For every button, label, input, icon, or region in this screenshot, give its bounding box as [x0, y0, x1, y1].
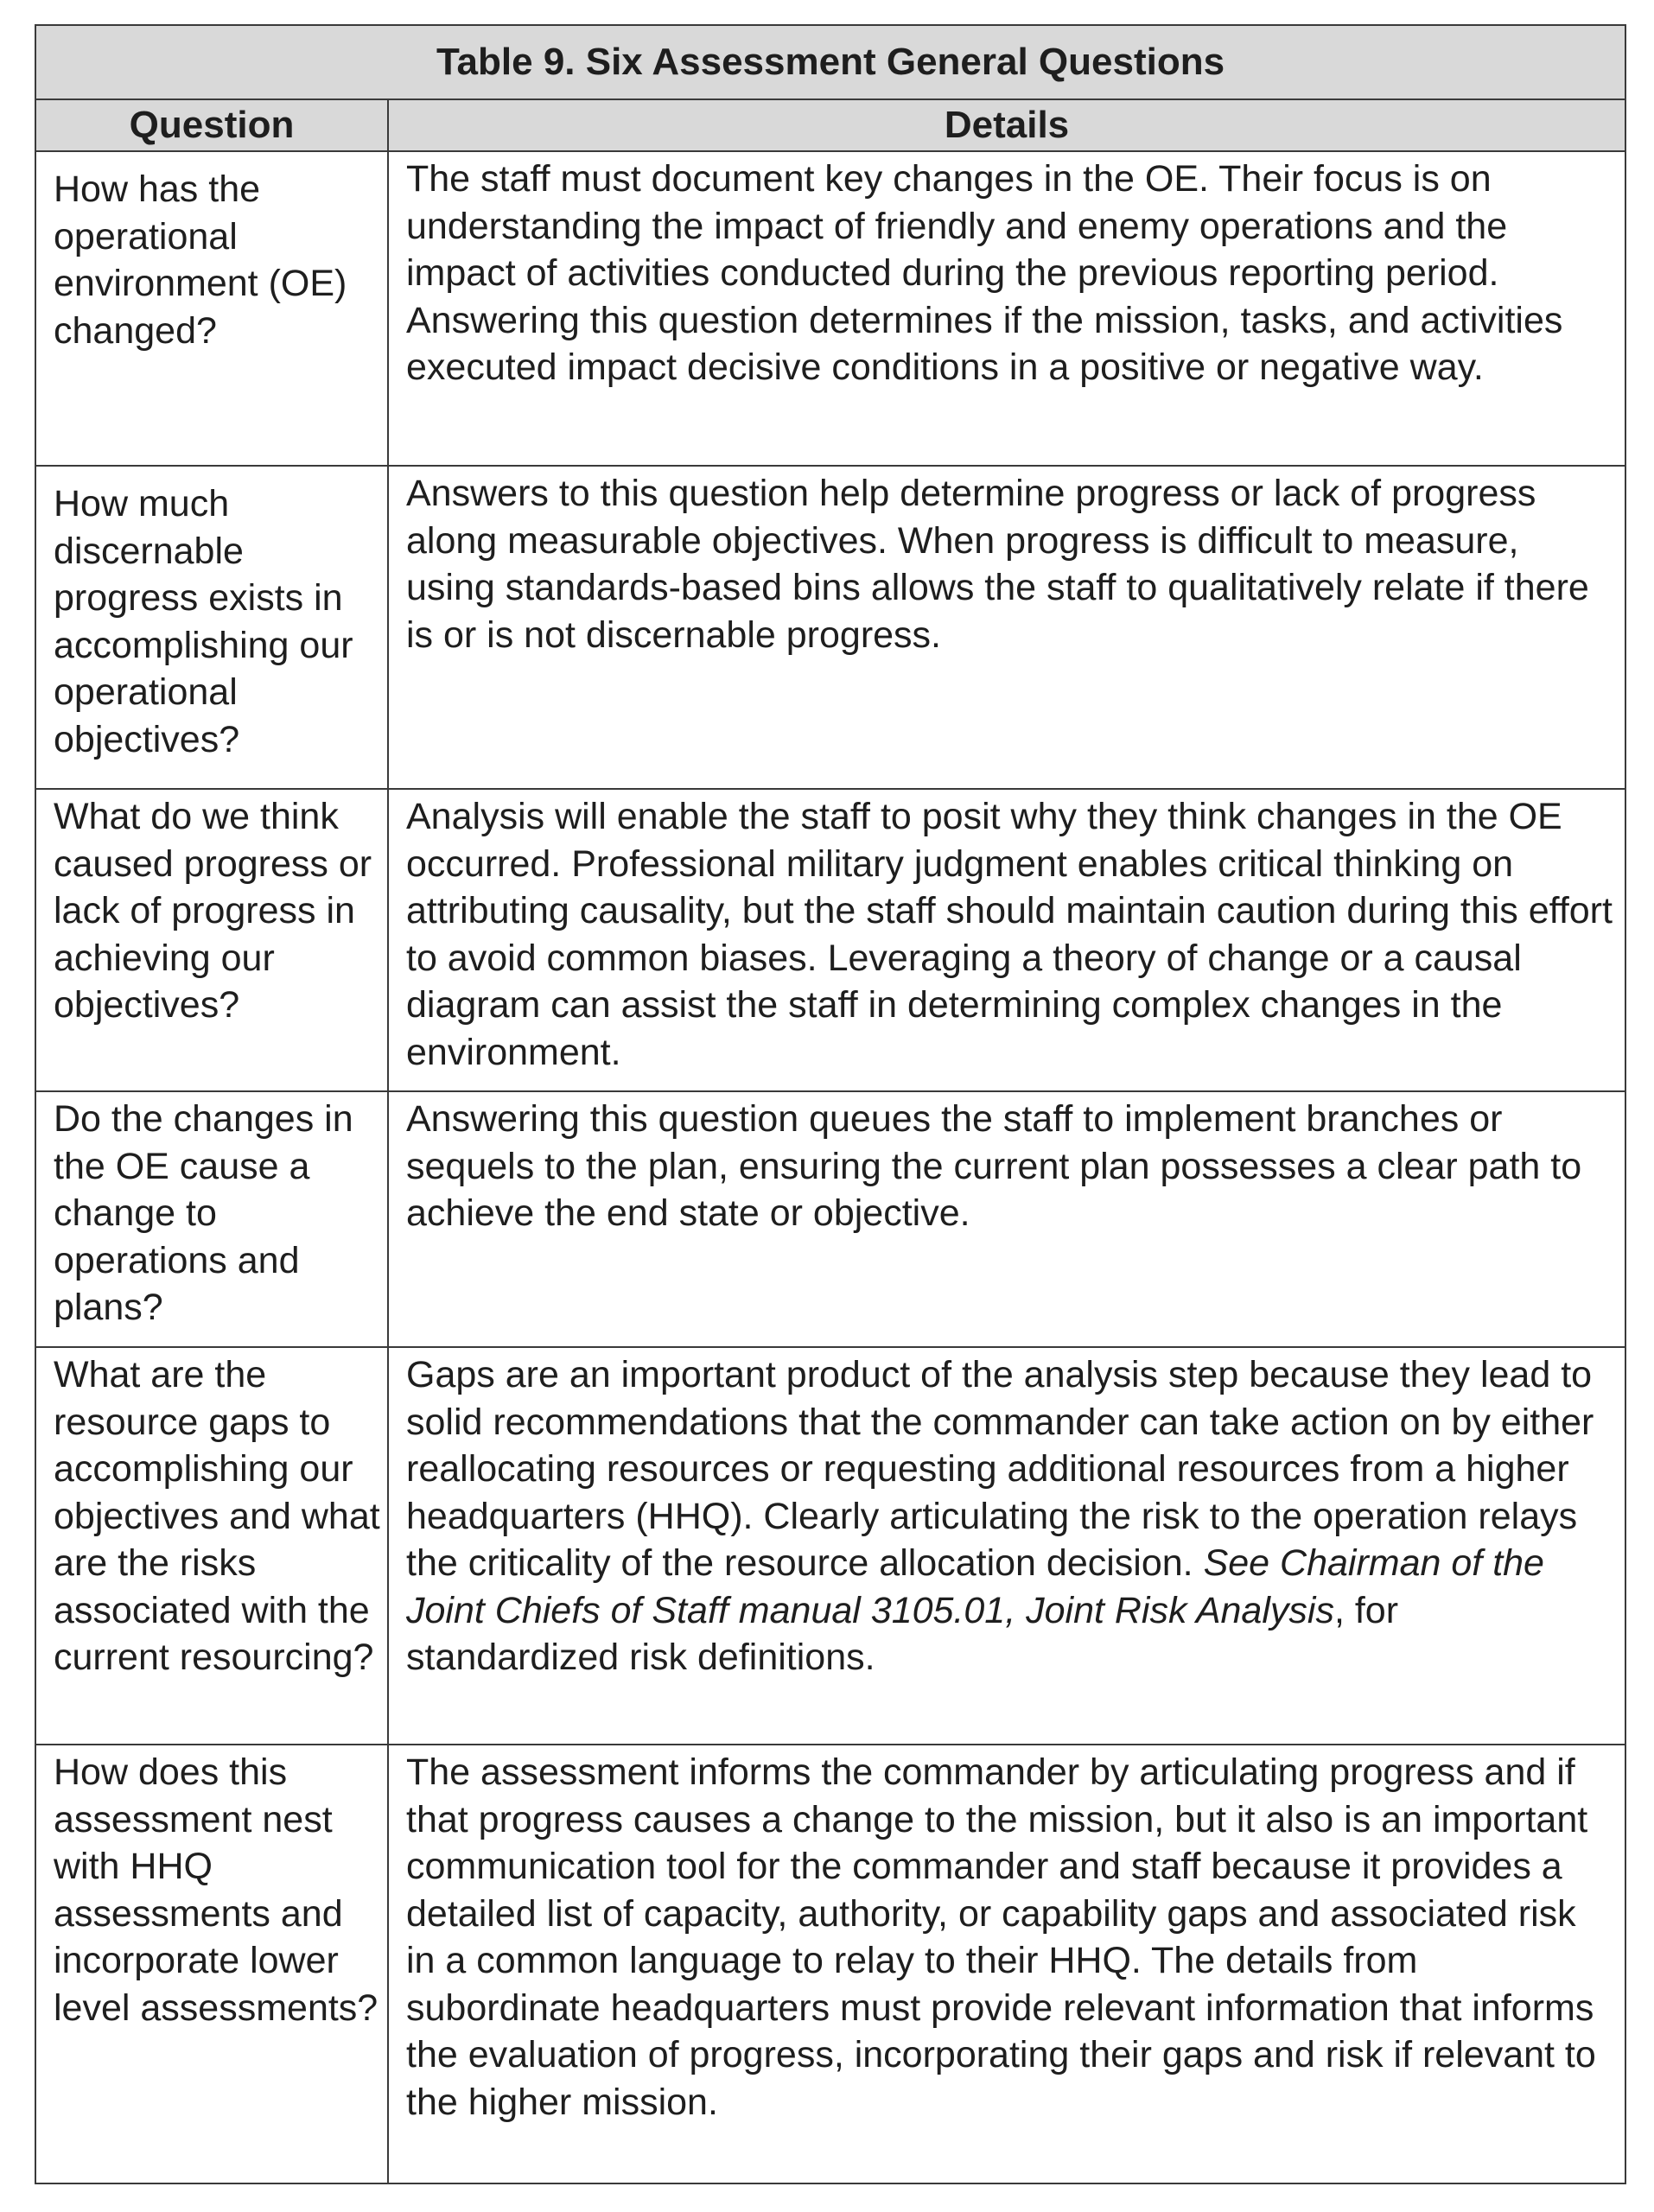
details-text-tail: , for standardized risk definitions. [406, 1589, 1399, 1678]
table-row [35, 151, 1625, 466]
table-row [35, 1347, 1625, 1745]
table-caption: Table 9. Six Assessment General Questions [35, 25, 1625, 99]
question-cell: What are the resource gaps to accomplishing our objectives and what are the risks associated with the current resourcing? [35, 1347, 388, 1745]
table-row [35, 789, 1625, 1091]
details-cell: Analysis will enable the staff to posit why they think changes in the OE occurred. Professional military judgment enables critical thinking on attributing causality, but the staff should maintain caution during this effort to avoid common biases. Leveraging a theory of change or a causal diagram can assist the staff in determining complex changes in the environment. [388, 789, 1625, 1091]
details-cell: Answering this question queues the staff to implement branches or sequels to the plan, ensuring the current plan possesses a clear path to achieve the end state or objective. [388, 1091, 1625, 1347]
details-text: Gaps are an important product of the analysis step because they lead to solid recommendations that the commander can take action on by either reallocating resources or requesting additional resources from a higher headquarters (HHQ). Clearly articulating the risk to the operation relays the criticality of the resource allocation decision. [406, 1354, 1594, 1584]
table-row [35, 1091, 1625, 1347]
question-cell: How has the operational environment (OE) changed? [35, 151, 388, 466]
details-cell [388, 1347, 1625, 1745]
table-header-row [35, 99, 1625, 151]
cjcs-manual-reference: See Chairman of the Joint Chiefs of Staff manual 3105.01, Joint Risk Analysis [406, 1542, 1544, 1631]
table-row [35, 466, 1625, 789]
question-cell: How much discernable progress exists in accomplishing our operational objectives? [35, 466, 388, 789]
assessment-questions-table-container [35, 24, 1625, 2184]
column-header-details: Details [388, 99, 1625, 151]
question-cell: How does this assessment nest with HHQ assessments and incorporate lower level assessments? [35, 1745, 388, 2183]
column-header-question: Question [35, 99, 388, 151]
assessment-questions-table [35, 24, 1626, 2184]
question-cell: What do we think caused progress or lack of progress in achieving our objectives? [35, 789, 388, 1091]
details-cell: Answers to this question help determine progress or lack of progress along measurable objectives. When progress is difficult to measure, using standards-based bins allows the staff to qualitatively relate if there is or is not discernable progress. [388, 466, 1625, 789]
table-row [35, 1745, 1625, 2183]
details-cell: The staff must document key changes in the OE. Their focus is on understanding the impact of friendly and enemy operations and the impact of activities conducted during the previous reporting period. Answering this question determines if the mission, tasks, and activities executed impact decisive conditions in a positive or negative way. [388, 151, 1625, 466]
question-cell: Do the changes in the OE cause a change to operations and plans? [35, 1091, 388, 1347]
table-caption-row [35, 25, 1625, 99]
details-cell: The assessment informs the commander by articulating progress and if that progress causes a change to the mission, but it also is an important communication tool for the commander and staff because it provides a detailed list of capacity, authority, or capability gaps and associated risk in a common language to relay to their HHQ. The details from subordinate headquarters must provide relevant information that informs the evaluation of progress, incorporating their gaps and risk if relevant to the higher mission. [388, 1745, 1625, 2183]
